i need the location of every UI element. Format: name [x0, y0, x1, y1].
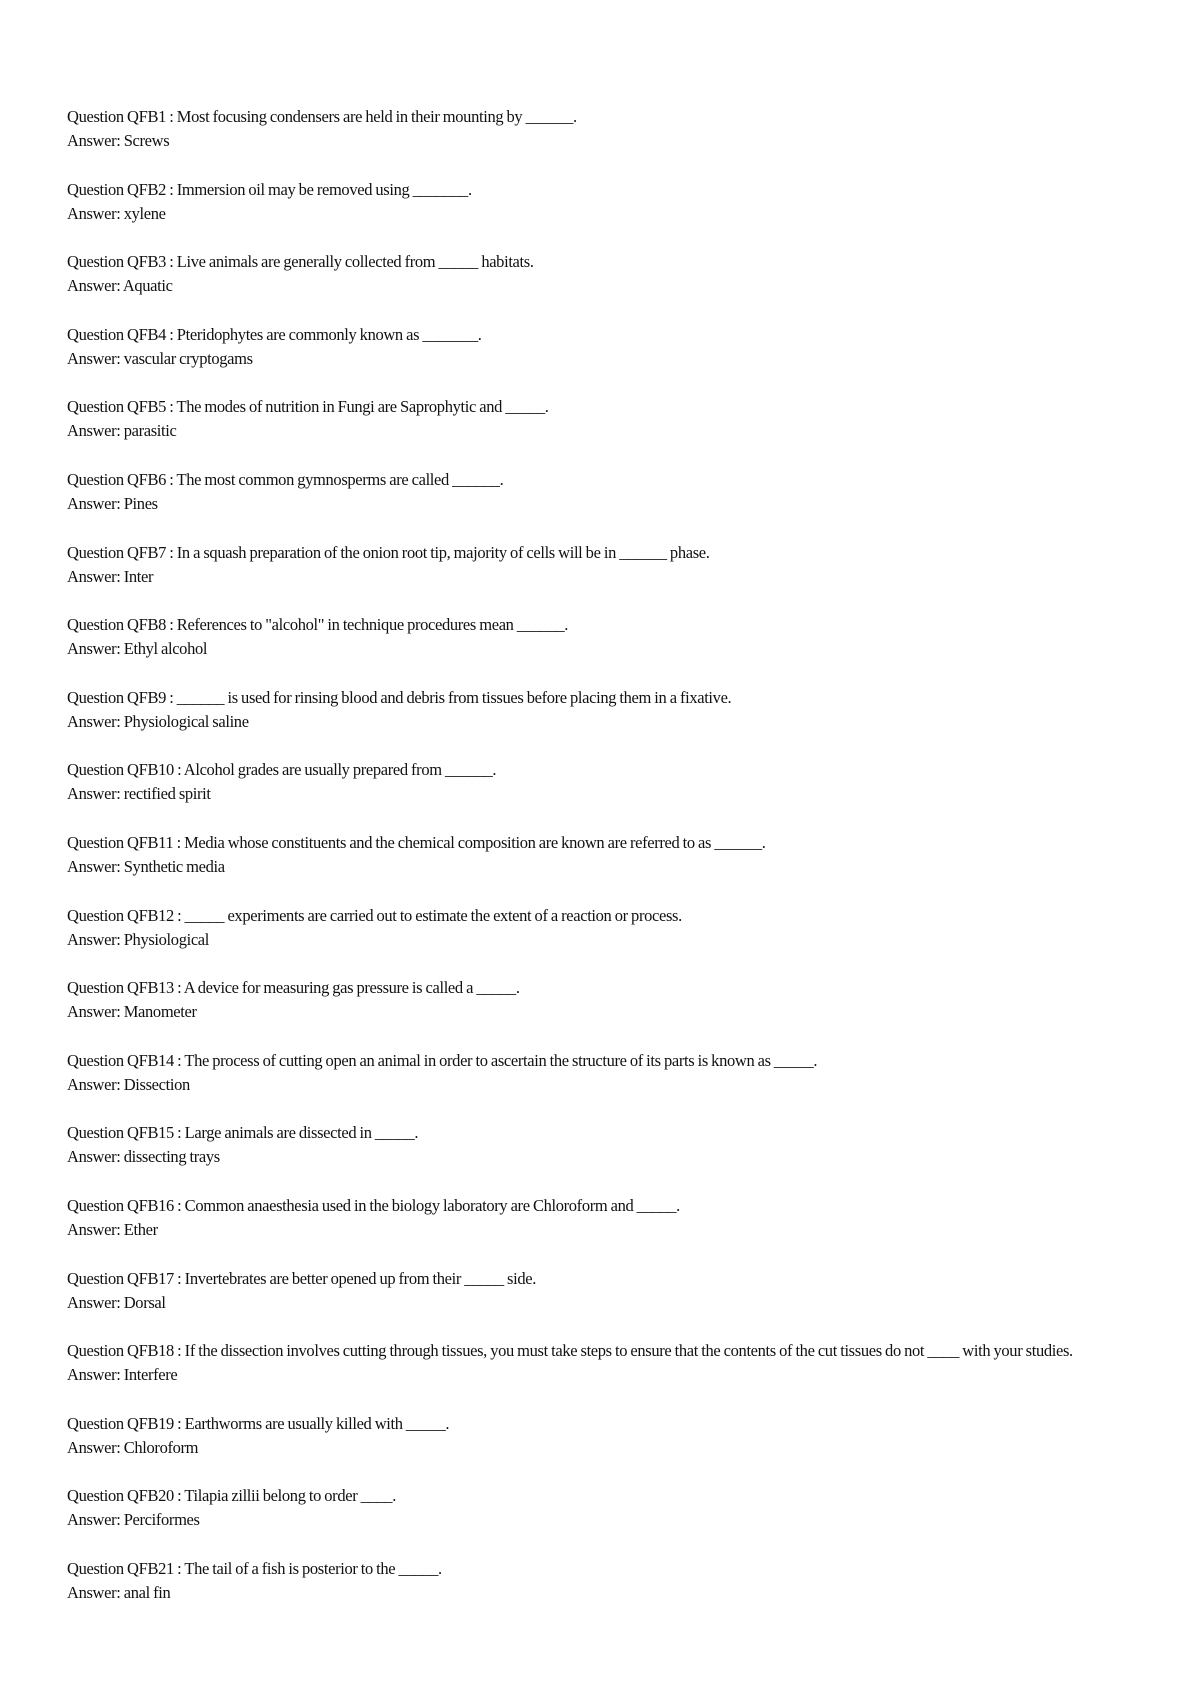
- question-text: Question QFB10 : Alcohol grades are usually prepared from ______.: [67, 760, 497, 780]
- answer-text: Answer: Inter: [67, 566, 154, 586]
- question-text: Question QFB4 : Pteridophytes are commonly known as _______.: [67, 324, 482, 344]
- question-item: [67, 686, 1127, 734]
- question-item: [67, 1194, 1127, 1242]
- question-item: [67, 178, 1127, 226]
- question-item: [67, 1412, 1127, 1460]
- answer-text: Answer: Ether: [67, 1219, 158, 1239]
- question-text: Question QFB6 : The most common gymnosperms are called ______.: [67, 469, 504, 489]
- answer-text: Answer: dissecting trays: [67, 1147, 220, 1167]
- question-item: [67, 613, 1127, 661]
- question-item: [67, 1484, 1127, 1532]
- question-item: [67, 1049, 1127, 1097]
- question-text: Question QFB16 : Common anaesthesia used in the biology laboratory are Chloroform and _____.: [67, 1195, 680, 1215]
- answer-text: Answer: xylene: [67, 203, 166, 223]
- question-text: Question QFB5 : The modes of nutrition in Fungi are Saprophytic and _____.: [67, 397, 549, 417]
- question-text: Question QFB18 : If the dissection involves cutting through tissues, you must take steps to ensure that the contents of the cut tissues do not ____ with your studies.: [67, 1341, 1073, 1361]
- answer-text: Answer: Manometer: [67, 1002, 197, 1022]
- answer-text: Answer: Perciformes: [67, 1510, 200, 1530]
- question-text: Question QFB2 : Immersion oil may be removed using _______.: [67, 179, 472, 199]
- question-item: [67, 1267, 1127, 1315]
- question-list: [67, 105, 1127, 1629]
- question-item: [67, 1339, 1127, 1387]
- answer-text: Answer: vascular cryptogams: [67, 348, 253, 368]
- question-text: Question QFB19 : Earthworms are usually killed with _____.: [67, 1413, 450, 1433]
- question-item: [67, 395, 1127, 443]
- answer-text: Answer: Interfere: [67, 1365, 178, 1385]
- question-item: [67, 105, 1127, 153]
- question-item: [67, 323, 1127, 371]
- question-text: Question QFB9 : ______ is used for rinsing blood and debris from tissues before placing them in a fixative.: [67, 687, 732, 707]
- answer-text: Answer: parasitic: [67, 421, 177, 441]
- question-item: [67, 250, 1127, 298]
- question-item: [67, 1557, 1127, 1605]
- question-text: Question QFB13 : A device for measuring gas pressure is called a _____.: [67, 978, 520, 998]
- answer-text: Answer: rectified spirit: [67, 784, 211, 804]
- question-text: Question QFB17 : Invertebrates are better opened up from their _____ side.: [67, 1268, 536, 1288]
- question-item: [67, 1121, 1127, 1169]
- answer-text: Answer: Dissection: [67, 1074, 190, 1094]
- question-text: Question QFB12 : _____ experiments are carried out to estimate the extent of a reaction or process.: [67, 905, 682, 925]
- question-text: Question QFB8 : References to "alcohol" in technique procedures mean ______.: [67, 615, 569, 635]
- question-text: Question QFB1 : Most focusing condensers are held in their mounting by ______.: [67, 107, 577, 126]
- answer-text: Answer: Screws: [67, 131, 170, 150]
- question-text: Question QFB15 : Large animals are dissected in _____.: [67, 1123, 419, 1143]
- answer-text: Answer: Synthetic media: [67, 856, 225, 876]
- question-item: [67, 468, 1127, 516]
- answer-text: Answer: Ethyl alcohol: [67, 639, 208, 659]
- question-text: Question QFB14 : The process of cutting open an animal in order to ascertain the structure of its parts is known as _____.: [67, 1050, 818, 1070]
- answer-text: Answer: Chloroform: [67, 1437, 199, 1457]
- answer-text: Answer: Aquatic: [67, 276, 173, 296]
- question-item: [67, 904, 1127, 952]
- answer-text: Answer: anal fin: [67, 1582, 171, 1602]
- answer-text: Answer: Physiological saline: [67, 711, 249, 731]
- answer-text: Answer: Physiological: [67, 929, 210, 949]
- question-item: [67, 758, 1127, 806]
- question-text: Question QFB3 : Live animals are generally collected from _____ habitats.: [67, 252, 534, 272]
- answer-text: Answer: Dorsal: [67, 1292, 166, 1312]
- question-text: Question QFB7 : In a squash preparation of the onion root tip, majority of cells will be in ______ phase.: [67, 542, 710, 562]
- question-item: [67, 831, 1127, 879]
- answer-text: Answer: Pines: [67, 493, 158, 513]
- question-item: [67, 541, 1127, 589]
- question-text: Question QFB20 : Tilapia zillii belong to order ____.: [67, 1486, 396, 1506]
- question-text: Question QFB11 : Media whose constituents and the chemical composition are known are referred to as ______.: [67, 832, 766, 852]
- question-text: Question QFB21 : The tail of a fish is posterior to the _____.: [67, 1558, 442, 1578]
- question-item: [67, 976, 1127, 1024]
